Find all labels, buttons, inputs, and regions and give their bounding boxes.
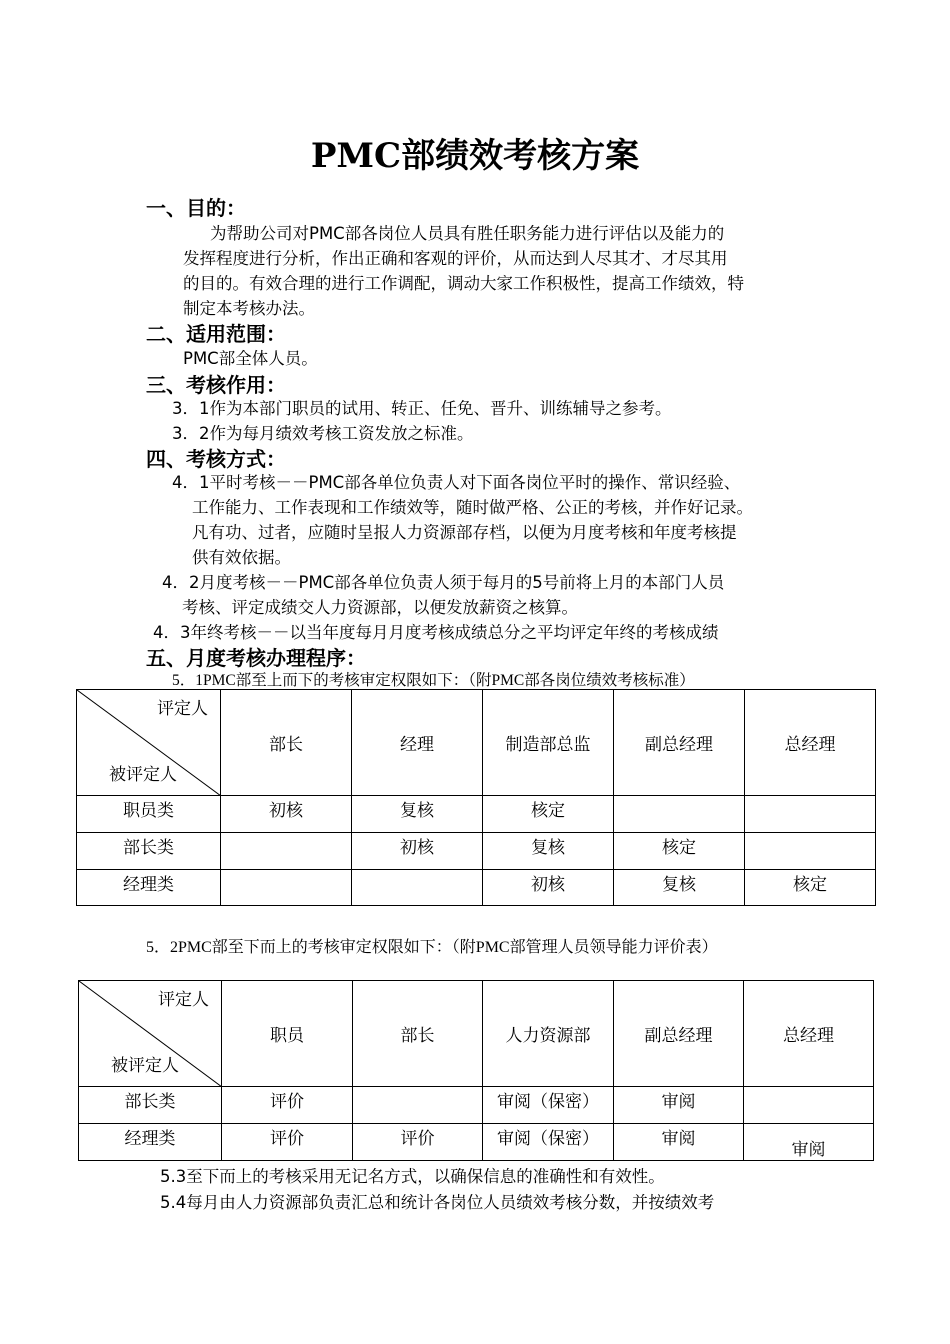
table-cell: 复核	[483, 833, 614, 870]
table-cell	[221, 870, 352, 906]
table-2-header: 部长	[353, 981, 483, 1087]
section-1-line: 制定本考核办法。	[183, 299, 315, 318]
table-cell	[221, 833, 352, 870]
section-3-line: 3．2作为每月绩效考核工资发放之标准。	[172, 424, 474, 443]
table-cell: 核定	[614, 833, 745, 870]
table-1-header: 制造部总监	[483, 690, 614, 796]
table-cell	[745, 833, 876, 870]
table-2-corner-cell	[79, 981, 222, 1087]
page-title: PMC部绩效考核方案	[310, 136, 640, 176]
table-cell: 审阅	[614, 1087, 744, 1124]
row-label: 经理类	[79, 1124, 222, 1161]
table-1-header: 总经理	[745, 690, 876, 796]
table-2-header: 职员	[222, 981, 353, 1087]
section-4-line: 凡有功、过者，应随时呈报人力资源部存档，以便为月度考核和年度考核提	[192, 523, 737, 542]
table-row	[77, 870, 876, 906]
section-5-line-1: 5．1PMC部至上而下的考核审定权限如下：（附PMC部各岗位绩效考核标准）	[172, 672, 695, 689]
table-cell	[614, 796, 745, 833]
table-1-header: 部长	[221, 690, 352, 796]
section-5-line-3: 5.3至下而上的考核采用无记名方式，以确保信息的准确性和有效性。	[160, 1167, 665, 1186]
row-label: 部长类	[79, 1087, 222, 1124]
section-3-heading: 三、考核作用：	[146, 373, 286, 397]
row-label: 经理类	[77, 870, 221, 906]
section-1-line: 为帮助公司对PMC部各岗位人员具有胜任职务能力进行评估以及能力的	[210, 224, 725, 243]
table-cell: 评价	[222, 1087, 353, 1124]
section-5-line-4: 5.4每月由人力资源部负责汇总和统计各岗位人员绩效考核分数，并按绩效考	[160, 1193, 715, 1212]
section-5-line-2: 5．2PMC部至下而上的考核审定权限如下：（附PMC部管理人员领导能力评价表）	[146, 939, 718, 956]
table-cell	[745, 796, 876, 833]
section-1-line: 发挥程度进行分析，作出正确和客观的评价，从而达到人尽其才、才尽其用	[183, 249, 728, 268]
section-2-heading: 二、适用范围：	[146, 322, 286, 346]
section-1-line: 的目的。有效合理的进行工作调配，调动大家工作积极性，提高工作绩效，特	[183, 274, 744, 293]
table-row	[77, 796, 876, 833]
table-cell: 审阅	[614, 1124, 744, 1161]
table-row	[79, 1124, 874, 1161]
table-cell: 核定	[745, 870, 876, 906]
approval-table-top-down	[76, 689, 876, 906]
section-4-line: 4．1平时考核－－PMC部各单位负责人对下面各岗位平时的操作、常识经验、	[172, 473, 741, 492]
section-4-line: 4．2月度考核－－PMC部各单位负责人须于每月的5号前将上月的本部门人员	[162, 573, 725, 592]
row-label: 职员类	[77, 796, 221, 833]
section-4-line: 供有效依据。	[192, 548, 291, 567]
section-4-line: 考核、评定成绩交人力资源部，以便发放薪资之核算。	[182, 598, 578, 617]
table-cell	[744, 1087, 874, 1124]
table-cell: 审阅（保密）	[483, 1087, 614, 1124]
row-label: 部长类	[77, 833, 221, 870]
table-cell	[353, 1087, 483, 1124]
corner-rater-label: 评定人	[157, 699, 208, 719]
table-1-header: 经理	[352, 690, 483, 796]
section-4-heading: 四、考核方式：	[146, 447, 286, 471]
corner-ratee-label: 被评定人	[111, 1056, 179, 1076]
table-cell	[352, 870, 483, 906]
table-2-header: 总经理	[744, 981, 874, 1087]
table-2-header: 副总经理	[614, 981, 744, 1087]
table-cell: 初核	[483, 870, 614, 906]
table-1-corner-cell	[77, 690, 221, 796]
table-1-header: 副总经理	[614, 690, 745, 796]
section-4-line: 工作能力、工作表现和工作绩效等，随时做严格、公正的考核，并作好记录。	[192, 498, 753, 517]
table-cell: 评价	[353, 1124, 483, 1161]
approval-table-bottom-up	[78, 980, 874, 1161]
corner-rater-label: 评定人	[158, 990, 209, 1010]
section-2-line: PMC部全体人员。	[183, 349, 318, 368]
table-cell: 复核	[352, 796, 483, 833]
table-cell: 核定	[483, 796, 614, 833]
table-cell: 复核	[614, 870, 745, 906]
table-cell: 审阅（保密）	[483, 1124, 614, 1161]
table-2-header: 人力资源部	[483, 981, 614, 1087]
table-cell: 初核	[221, 796, 352, 833]
section-3-line: 3．1作为本部门职员的试用、转正、任免、晋升、训练辅导之参考。	[172, 399, 672, 418]
table-cell: 评价	[222, 1124, 353, 1161]
table-cell: 审阅	[744, 1124, 874, 1161]
table-row	[77, 833, 876, 870]
table-row	[79, 1087, 874, 1124]
section-5-heading: 五、月度考核办理程序：	[146, 646, 366, 670]
section-1-heading: 一、目的：	[146, 196, 246, 220]
section-4-line: 4．3年终考核－－以当年度每月月度考核成绩总分之平均评定年终的考核成绩	[153, 623, 719, 642]
corner-ratee-label: 被评定人	[109, 765, 177, 785]
table-cell: 初核	[352, 833, 483, 870]
